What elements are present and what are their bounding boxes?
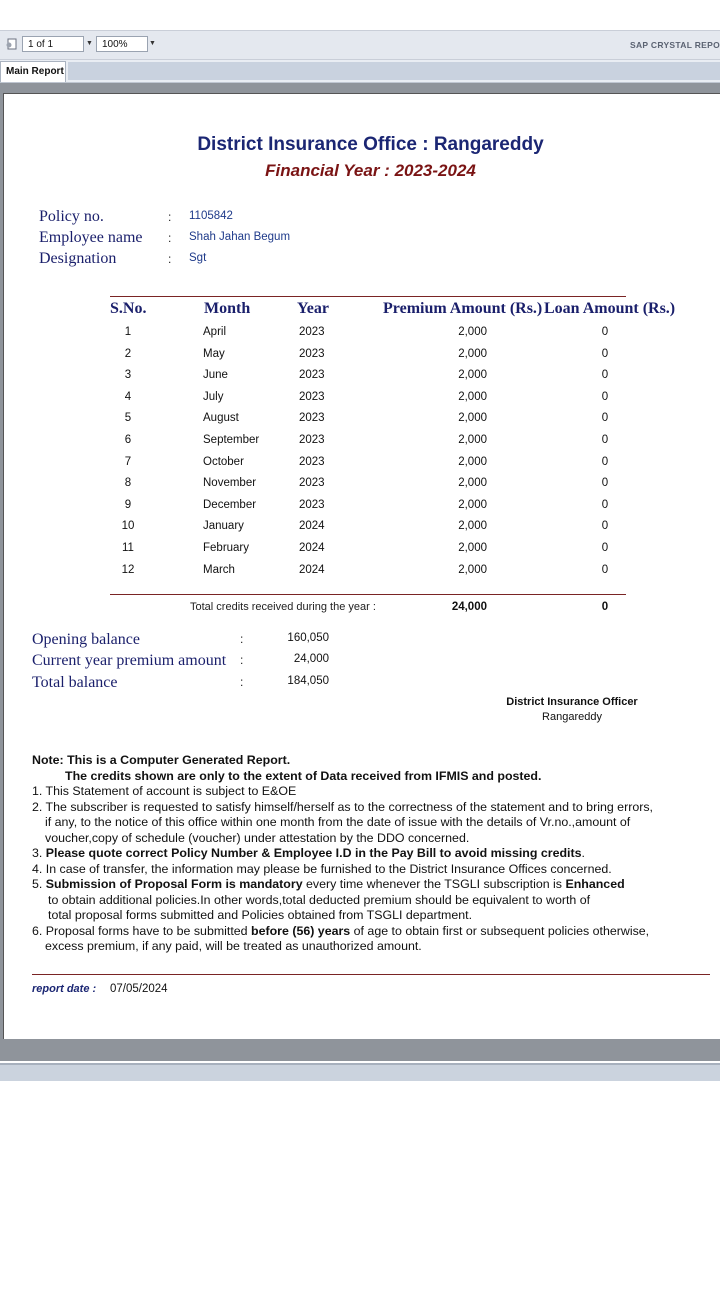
header-year: Year: [297, 300, 329, 317]
note-2-line1: 2. The subscriber is requested to satisfy himself/herself as to the correctness of the statement and to bring errors,: [32, 800, 653, 814]
cell-sno: 11: [122, 542, 134, 554]
note-5-bold1: Submission of Proposal Form is mandatory: [45, 877, 303, 891]
designation-colon: :: [168, 252, 172, 266]
opening-colon: :: [240, 632, 244, 646]
policy-value: 1105842: [189, 210, 233, 222]
note-6-prefix: 6. Proposal forms have to be submitted: [32, 924, 252, 938]
page-dropdown-icon[interactable]: ▼: [86, 40, 93, 47]
note-3-prefix: 3.: [32, 846, 46, 860]
viewer-toolbar: [0, 30, 720, 60]
cell-sno: 10: [121, 520, 135, 532]
cell-month: May: [203, 348, 225, 360]
total-balance-value: 184,050: [287, 675, 329, 687]
tab-main-report[interactable]: Main Report: [0, 61, 66, 82]
current-premium-value: 24,000: [293, 653, 329, 665]
footer-rule: [32, 974, 710, 975]
cell-month: April: [203, 326, 227, 338]
cell-month: February: [203, 542, 250, 554]
cell-sno: 4: [124, 391, 132, 403]
zoom-field[interactable]: 100%: [96, 36, 148, 52]
tab-strip: [68, 62, 720, 80]
note-6-line1: [32, 924, 649, 940]
report-date-value: 07/05/2024: [110, 983, 168, 995]
cell-premium: 2,000: [458, 456, 487, 468]
viewer-bottom-strip: [0, 1063, 720, 1081]
cell-premium: 2,000: [458, 520, 487, 532]
cell-loan: 0: [601, 412, 609, 424]
header-sno: S.No.: [110, 300, 147, 317]
cell-month: November: [203, 477, 257, 489]
employee-colon: :: [168, 231, 172, 245]
cell-premium: 2,000: [458, 369, 487, 381]
header-month: Month: [204, 300, 251, 317]
cell-loan: 0: [601, 477, 609, 489]
cell-premium: 2,000: [458, 477, 487, 489]
total-loan: 0: [601, 601, 609, 613]
report-subtitle: Financial Year : 2023-2024: [265, 161, 476, 180]
cell-loan: 0: [601, 564, 609, 576]
page-nav-icon[interactable]: [6, 38, 18, 50]
total-balance-colon: :: [240, 675, 244, 689]
header-premium: Premium Amount (Rs.): [383, 300, 543, 317]
cell-year: 2024: [299, 542, 325, 554]
cell-sno: 3: [124, 369, 132, 381]
note-5-prefix: 5.: [32, 877, 46, 891]
employee-value: Shah Jahan Begum: [189, 231, 291, 243]
cell-year: 2023: [299, 456, 325, 468]
cell-month: June: [203, 369, 228, 381]
cell-loan: 0: [601, 456, 609, 468]
report-page: [3, 93, 720, 1039]
cell-year: 2023: [299, 348, 325, 360]
cell-loan: 0: [601, 326, 609, 338]
cell-year: 2023: [299, 326, 325, 338]
cell-premium: 2,000: [458, 348, 487, 360]
note-1: 1. This Statement of account is subject to E&OE: [32, 784, 297, 798]
note-3: [32, 846, 585, 862]
opening-balance-value: 160,050: [287, 632, 329, 644]
cell-loan: 0: [601, 542, 609, 554]
cell-month: July: [203, 391, 224, 403]
report-tabbar: [0, 60, 720, 83]
opening-balance-label: Opening balance: [32, 631, 140, 648]
note-5-mid: every time whenever the TSGLI subscription is: [302, 877, 566, 891]
officer-place: Rangareddy: [542, 711, 602, 723]
note-6-line2: excess premium, if any paid, will be treated as unauthorized amount.: [45, 939, 422, 953]
designation-value: Sgt: [189, 252, 207, 264]
cell-premium: 2,000: [458, 542, 487, 554]
page-indicator-field[interactable]: 1 of 1: [22, 36, 84, 52]
cell-sno: 2: [124, 348, 132, 360]
note-6-bold: before (56) years: [251, 924, 351, 938]
cell-sno: 12: [121, 564, 135, 576]
cell-year: 2024: [299, 564, 325, 576]
cell-sno: 8: [124, 477, 132, 489]
cell-loan: 0: [601, 369, 609, 381]
cell-loan: 0: [601, 391, 609, 403]
policy-colon: :: [168, 210, 172, 224]
officer-title: District Insurance Officer: [506, 696, 638, 708]
cell-premium: 2,000: [458, 564, 487, 576]
note-2-line3: voucher,copy of schedule (voucher) under attestation by the DDO concerned.: [45, 831, 470, 845]
note-heading: Note: This is a Computer Generated Report.: [32, 753, 291, 767]
cell-month: January: [203, 520, 244, 532]
header-loan: Loan Amount (Rs.): [544, 300, 676, 317]
current-premium-label: Current year premium amount: [32, 652, 227, 669]
cell-year: 2023: [299, 391, 325, 403]
note-5-bold2: Enhanced: [565, 877, 625, 891]
cell-loan: 0: [601, 434, 609, 446]
cell-year: 2023: [299, 499, 325, 511]
cell-sno: 5: [124, 412, 132, 424]
cell-premium: 2,000: [458, 391, 487, 403]
report-date-label: report date :: [32, 983, 97, 995]
cell-loan: 0: [601, 520, 609, 532]
current-colon: :: [240, 653, 244, 667]
report-viewer: [0, 83, 720, 1061]
zoom-dropdown-icon[interactable]: ▼: [149, 40, 156, 47]
note-5-line3: total proposal forms submitted and Policies obtained from TSGLI department.: [48, 908, 473, 922]
cell-year: 2024: [299, 520, 325, 532]
cell-year: 2023: [299, 369, 325, 381]
note-5-line2: to obtain additional policies.In other words,total deducted premium should be equivalent to worth of: [48, 893, 591, 907]
total-balance-label: Total balance: [32, 674, 118, 691]
cell-year: 2023: [299, 434, 325, 446]
cell-premium: 2,000: [458, 499, 487, 511]
cell-loan: 0: [601, 348, 609, 360]
table-top-rule: [110, 296, 626, 297]
cell-month: March: [203, 564, 235, 576]
total-premium: 24,000: [451, 601, 487, 613]
cell-month: October: [203, 456, 244, 468]
employee-label: Employee name: [39, 229, 143, 246]
policy-label: Policy no.: [39, 208, 104, 225]
note-5-line1: [32, 877, 625, 893]
cell-sno: 9: [124, 499, 132, 511]
cell-month: August: [203, 412, 239, 424]
note-subheading: The credits shown are only to the extent of Data received from IFMIS and posted.: [65, 769, 542, 783]
cell-year: 2023: [299, 412, 325, 424]
cell-loan: 0: [601, 499, 609, 511]
note-4: 4. In case of transfer, the information may please be furnished to the District Insurance Offices concerned.: [32, 862, 612, 876]
note-3-bold: Please quote correct Policy Number & Employee I.D in the Pay Bill to avoid missing credits: [45, 846, 582, 860]
total-credits-label: Total credits received during the year :: [190, 601, 376, 613]
brand-label: SAP CRYSTAL REPO: [630, 40, 720, 50]
cell-premium: 2,000: [458, 326, 487, 338]
cell-sno: 6: [124, 434, 132, 446]
cell-sno: 7: [124, 456, 132, 468]
designation-label: Designation: [39, 250, 117, 267]
cell-sno: 1: [124, 326, 132, 338]
note-3-suffix: .: [581, 846, 585, 860]
cell-month: September: [203, 434, 260, 446]
cell-premium: 2,000: [458, 434, 487, 446]
note-2-line2: if any, to the notice of this office within one month from the date of issue with the details of Vr.no.,amount of: [45, 815, 631, 829]
table-bottom-rule: [110, 594, 626, 595]
cell-premium: 2,000: [458, 412, 487, 424]
note-6-suffix: of age to obtain first or subsequent policies otherwise,: [350, 924, 650, 938]
cell-year: 2023: [299, 477, 325, 489]
cell-month: December: [203, 499, 257, 511]
report-title: District Insurance Office : Rangareddy: [197, 134, 544, 155]
